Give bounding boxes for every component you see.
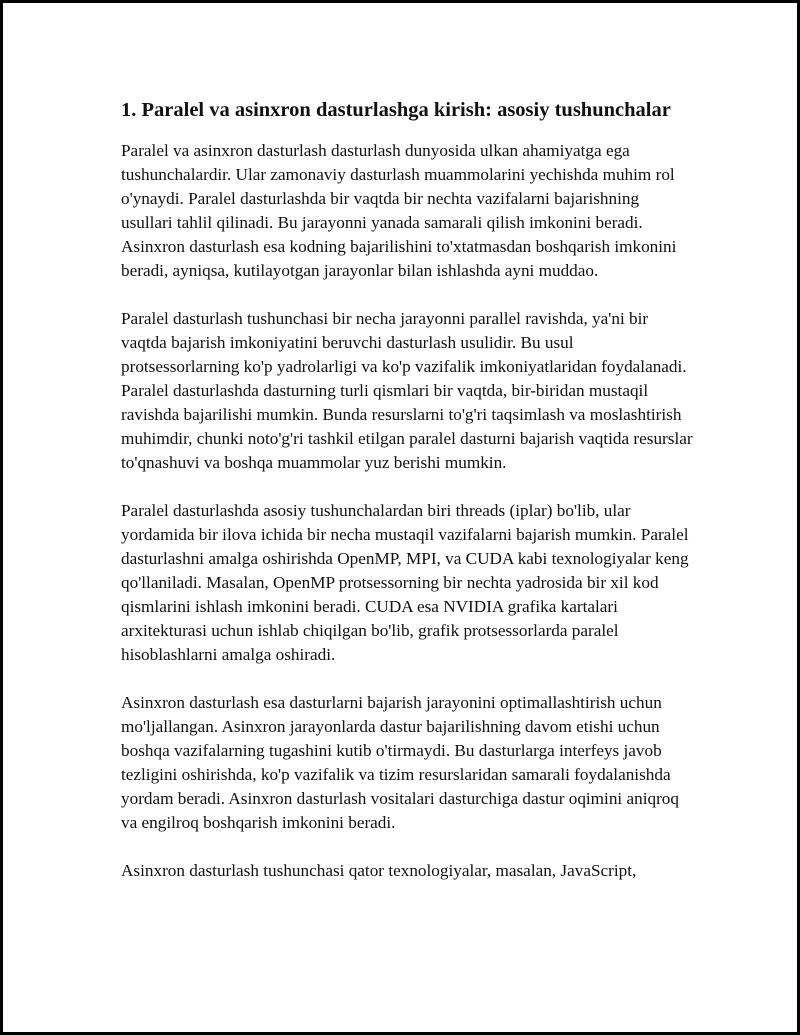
paragraph-3: Paralel dasturlashda asosiy tushunchalardan biri threads (iplar) bo'lib, ular yordamida bir ilova ichida bir necha mustaqil vazifalarni bajarish mumkin. Paralel dasturlashni amalga oshirishda OpenMP, MPI, va CUDA kabi texnologiyalar keng qo'llaniladi. Masalan, OpenMP protsessorning bir nechta yadrosida bir xil kod qismlarini ishlash imkonini beradi. CUDA esa NVIDIA grafika kartalari arxitekturasi uchun ishlab chiqilgan bo'lib, grafik protsessorlarda paralel hisoblashlarni amalga oshiradi.	[121, 501, 689, 664]
section-heading: 1. Paralel va asinxron dasturlashga kirish: asosiy tushunchalar	[121, 99, 671, 121]
document-body	[121, 95, 693, 907]
paragraph-2: Paralel dasturlash tushunchasi bir necha jarayonni parallel ravishda, ya'ni bir vaqtda bajarish imkoniyatini beruvchi dasturlash usulidir. Bu usul protsessorlarning ko'p yadrolarligi va ko'p vazifalik imkoniyatlaridan foydalanadi. Paralel dasturlashda dasturning turli qismlari bir vaqtda, bir-biridan mustaqil ravishda bajarilishi mumkin. Bunda resurslarni to'g'ri taqsimlash va moslashtirish muhimdir, chunki noto'g'ri tashkil etilgan paralel dasturni bajarish vaqtida resurslar to'qnashuvi va boshqa muammolar yuz berishi mumkin.	[121, 309, 693, 472]
paragraph-1: Paralel va asinxron dasturlash dasturlash dunyosida ulkan ahamiyatga ega tushunchalardir. Ular zamonaviy dasturlash muammolarini yechishda muhim rol o'ynaydi. Paralel dasturlashda bir vaqtda bir nechta vazifalarni bajarishning usullari tahlil qilinadi. Bu jarayonni yanada samarali qilish imkonini beradi. Asinxron dasturlash esa kodning bajarilishini to'xtatmasdan boshqarish imkonini beradi, ayniqsa, kutilayotgan jarayonlar bilan ishlashda ayni muddao.	[121, 141, 677, 280]
paragraph-5: Asinxron dasturlash tushunchasi qator texnologiyalar, masalan, JavaScript,	[121, 861, 637, 880]
paragraph-4: Asinxron dasturlash esa dasturlarni bajarish jarayonini optimallashtirish uchun mo'ljallangan. Asinxron jarayonlarda dastur bajarilishning davom etishi uchun boshqa vazifalarning tugashini kutib o'tirmaydi. Bu dasturlarga interfeys javob tezligini oshirishda, ko'p vazifalik va tizim resurslaridan samarali foydalanishda yordam beradi. Asinxron dasturlash vositalari dasturchiga dastur oqimini aniqroq va engilroq boshqarish imkonini beradi.	[121, 693, 679, 832]
